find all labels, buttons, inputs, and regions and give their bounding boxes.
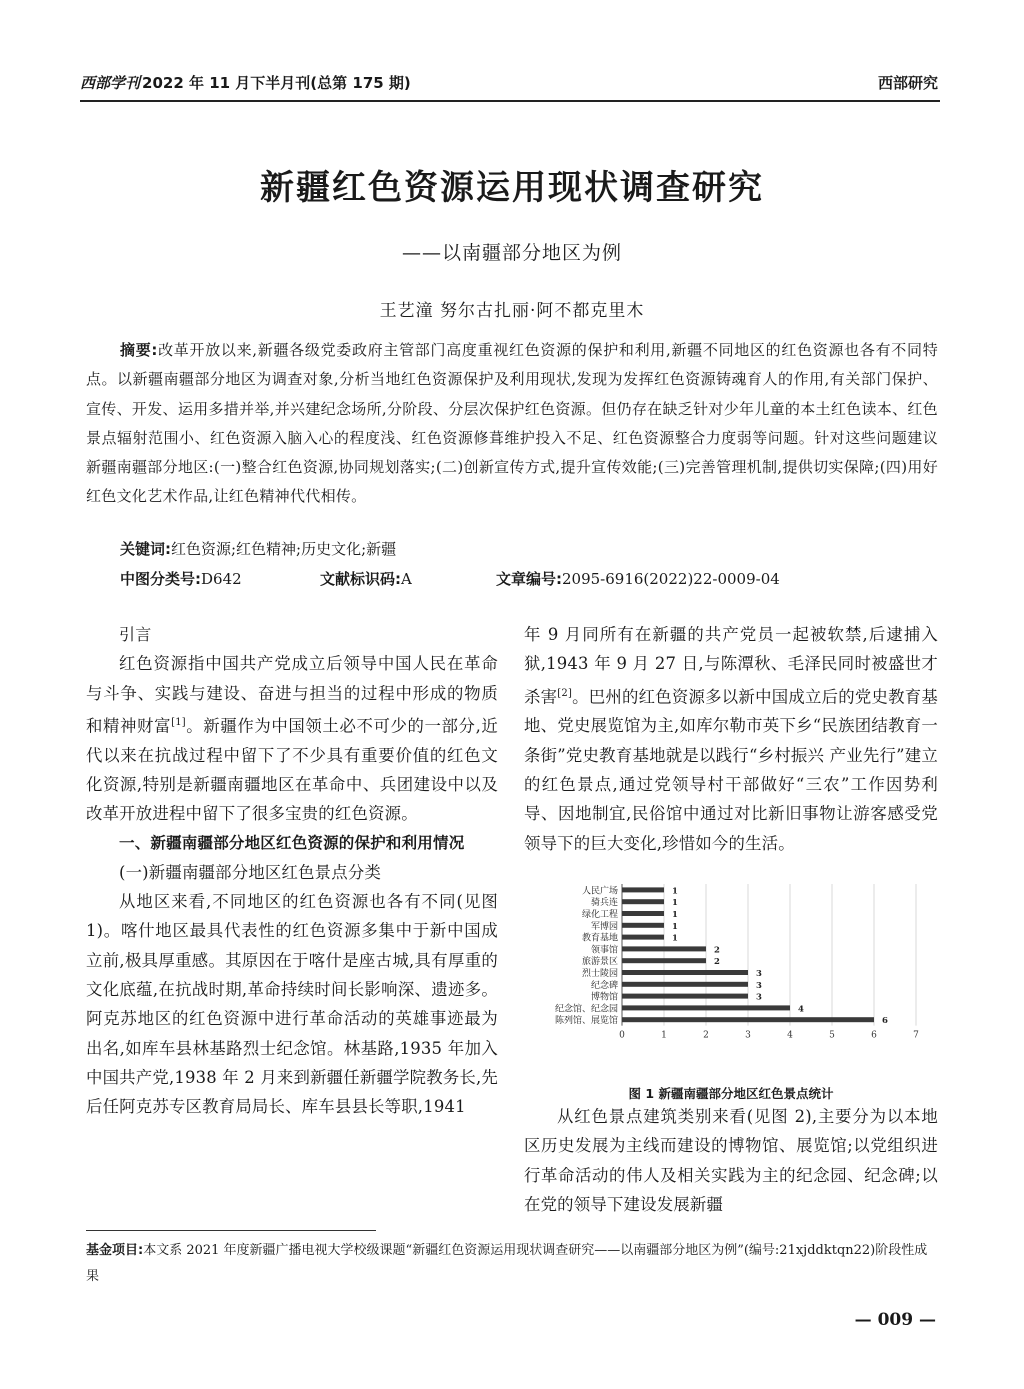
data-label: 1 [672, 921, 678, 932]
bar [622, 982, 748, 987]
bar [622, 958, 706, 963]
bar [622, 923, 664, 928]
bar [622, 935, 664, 940]
keywords-text: 红色资源;红色精神;历史文化;新疆 [171, 540, 397, 558]
category-label: 骑兵连 [590, 898, 618, 909]
paper-title: 新疆红色资源运用现状调查研究 [260, 168, 764, 208]
continued-paragraph [524, 620, 938, 858]
issue-info: 2022 年 11 月下半月刊(总第 175 期) [142, 74, 411, 92]
keywords-label: 关键词: [120, 540, 171, 558]
keywords [120, 538, 396, 559]
section-heading-1: 一、新疆南疆部分地区红色资源的保护和利用情况 [119, 833, 465, 852]
x-tick-label: 1 [661, 1030, 667, 1041]
right-column-bottom [524, 1102, 938, 1219]
bar [622, 887, 664, 892]
classification [120, 568, 940, 589]
category-label: 领事馆 [590, 945, 618, 956]
abstract [86, 336, 938, 512]
data-label: 1 [672, 886, 678, 897]
category-label: 人民广场 [581, 886, 618, 897]
subsection-heading-1: (一)新疆南疆部分地区红色景点分类 [119, 862, 382, 882]
figure-1-bar-chart [524, 878, 940, 1086]
bar [622, 970, 748, 975]
building-type-paragraph: 从红色景点建筑类别来看(见图 2),主要分为以本地区历史发展为主线而建设的博物馆、展览馆;以党组织进行革命活动的伟人及相关实践为主的纪念园、纪念碑;以在党的领导下建设发展新疆 [524, 1107, 938, 1214]
funding-text: 本文系 2021 年度新疆广播电视大学校级课题“新疆红色资源运用现状调查研究——以南疆部分地区为例”(编号:21xjddktqn22)阶段性成果 [86, 1243, 928, 1284]
data-label: 3 [756, 980, 762, 991]
intro-heading: 引言 [119, 625, 152, 644]
paper-subtitle: ——以南疆部分地区为例 [401, 242, 622, 264]
intro-text-cont: 。新疆作为中国领土必不可少的一部分,近代以来在抗战过程中留下了不少具有重要价值的红色文化资源,特别是新疆南疆地区在革命中、兵团建设中以及改革开放进程中留下了很多宝贵的红色资源。 [86, 716, 499, 824]
x-tick-label: 4 [787, 1030, 793, 1041]
page-number: — 009 — [854, 1310, 936, 1330]
article-no-label: 文章编号: [496, 570, 562, 588]
clc-value: D642 [201, 570, 242, 588]
bar [622, 946, 706, 951]
bar [622, 899, 664, 904]
data-label: 3 [756, 992, 762, 1003]
abstract-text: 改革开放以来,新疆各级党委政府主管部门高度重视红色资源的保护和利用,新疆不同地区的红色资源也各有不同特点。以新疆南疆部分地区为调查对象,分析当地红色资源保护及利用现状,发现为发挥红色资源铸魂育人的作用,有关部门保护、宣传、开发、运用多措并举,并兴建纪念场所,分阶段、分层次保护红色资源。但仍存在缺乏针对少年儿童的本土红色读本、红色景点辐射范围小、红色资源入脑入心的程度浅、红色资源修葺维护投入不足、红色资源整合力度弱等问题。针对这些问题建议新疆南疆部分地区:(一)整合红色资源,协同规划落实;(二)创新宣传方式,提升宣传效能;(三)完善管理机制,提供切实保障;(四)用好红色文化艺术作品,让红色精神代代相传。 [86, 341, 938, 506]
clc-label: 中图分类号: [120, 570, 201, 588]
data-label: 1 [672, 898, 678, 909]
category-label: 绿化工程 [581, 910, 618, 920]
citation-2[interactable]: [2] [557, 687, 573, 699]
abstract-label: 摘要: [120, 341, 158, 359]
funding-note [86, 1238, 938, 1290]
bar [622, 911, 664, 916]
x-tick-label: 7 [913, 1030, 919, 1041]
x-tick-label: 3 [745, 1030, 751, 1041]
x-tick-label: 0 [619, 1030, 625, 1041]
bar [622, 1017, 874, 1022]
category-label: 烈士陵园 [581, 969, 618, 979]
citation-1[interactable]: [1] [171, 716, 186, 728]
doc-value: A [401, 570, 412, 588]
data-label: 3 [756, 969, 762, 979]
data-label: 4 [798, 1004, 804, 1015]
authors: 王艺潼 努尔古扎丽·阿不都克里木 [379, 301, 645, 321]
bar [622, 994, 748, 999]
doc-label: 文献标识码: [320, 570, 401, 588]
data-label: 2 [714, 957, 720, 968]
intro-paragraph [86, 649, 498, 828]
category-label: 旅游景区 [581, 957, 618, 968]
funding-label: 基金项目: [86, 1243, 144, 1258]
x-tick-label: 6 [871, 1030, 877, 1041]
journal-header [80, 72, 411, 93]
journal-logo: 西部学刊 [80, 74, 141, 92]
header-divider [80, 100, 940, 102]
bar [622, 1005, 790, 1010]
continued-text: 年 9 月同所有在新疆的共产党员一起被软禁,后逮捕入狱,1943 年 9 月 27 日,与陈潭秋、毛泽民同时被盛世才杀害 [524, 625, 938, 707]
region-paragraph: 从地区来看,不同地区的红色资源也各有不同(见图 1)。喀什地区最具代表性的红色资源多集中于新中国成立前,极具厚重感。其原因在于喀什是座古城,具有厚重的文化底蕴,在抗战时期,革命持续时间长影响深、遗迹多。阿克苏地区的红色资源中进行革命活动的英雄事迹最为出名,如库车县林基路烈士纪念馆。林基路,1935 年加入中国共产党,1938 年 2 月来到新疆任新疆学院教务长,先后任阿克苏专区教育局局长、库车县县长等职,1941 [86, 892, 499, 1117]
category-label: 陈列馆、展览馆 [554, 1016, 618, 1027]
continued-text-cont: 。巴州的红色资源多以新中国成立后的党史教育基地、党史展览馆为主,如库尔勒市英下乡“民族团结教育一条街”党史教育基地就是以践行“乡村振兴 产业先行”建立的红色景点,通过党领导村干部做好“三农”工作因势利导、因地制宜,民俗馆中通过对比新旧事物让游客感受党领导下的巨大变化,珍惜如今的生活。 [524, 687, 938, 853]
data-label: 6 [882, 1016, 888, 1027]
x-tick-label: 5 [829, 1030, 835, 1041]
data-label: 2 [714, 945, 720, 956]
left-column [86, 620, 498, 1122]
right-column [524, 620, 938, 858]
category-label: 纪念馆、纪念园 [554, 1004, 618, 1015]
section-name: 西部研究 [877, 74, 938, 92]
data-label: 1 [672, 933, 678, 944]
intro-text: 红色资源指中国共产党成立后领导中国人民在革命与斗争、实践与建设、奋进与担当的过程中形成的物质和精神财富 [86, 654, 498, 736]
x-tick-label: 2 [703, 1030, 709, 1041]
data-label: 1 [672, 910, 678, 920]
article-no-value: 2095-6916(2022)22-0009-04 [562, 570, 780, 588]
footnote-divider [86, 1230, 376, 1231]
category-label: 教育基地 [581, 933, 618, 944]
figure-caption: 图 1 新疆南疆部分地区红色景点统计 [628, 1086, 834, 1101]
category-label: 纪念碑 [590, 980, 618, 991]
category-label: 博物馆 [590, 992, 618, 1003]
category-label: 军博园 [590, 921, 618, 932]
